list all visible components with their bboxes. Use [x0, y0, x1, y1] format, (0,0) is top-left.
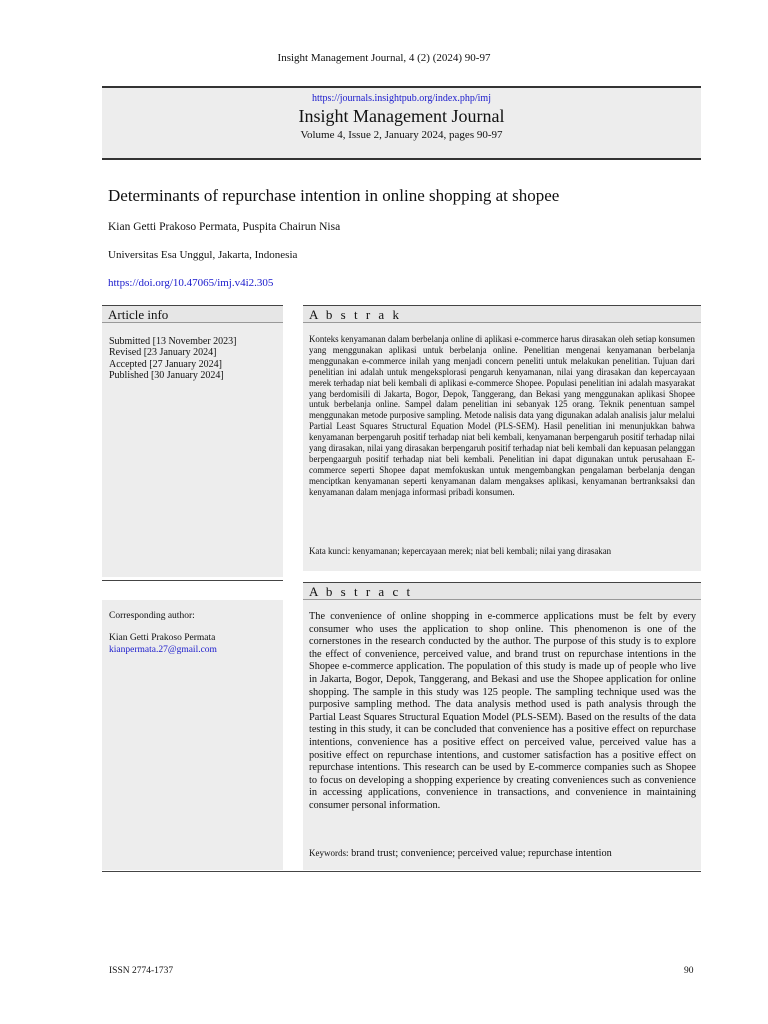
article-dates: [109, 336, 236, 382]
article-info-heading: Article info: [102, 305, 283, 323]
keywords: [309, 848, 696, 859]
author-affiliation: Universitas Esa Unggul, Jakarta, Indonesia: [108, 249, 298, 261]
doi-link[interactable]: https://doi.org/10.47065/imj.v4i2.305: [108, 277, 274, 289]
date-published: Published [30 January 2024]: [109, 370, 224, 382]
kata-kunci: Kata kunci: kenyamanan; kepercayaan merek; niat beli kembali; nilai yang dirasakan: [309, 546, 612, 556]
section-divider: [102, 580, 283, 581]
bottom-rule: [102, 871, 701, 872]
abstract-heading: A b s t r a c t: [303, 582, 701, 600]
abstrak-text: Konteks kenyamanan dalam berbelanja online di aplikasi e-commerce harus dirasakan oleh setiap konsumen yang menggunakan aplikasi untuk berbelanja online. Penelitian mengenai kenyamanan berbelanja menggunakan e-commerce inilah yang menjadi concern peneliti untuk melakukan penelitian. Tujuan dari penelitian ini adalah untuk mengeksplorasi pengaruh kenyamanan, nilai yang dirasakan dan kepercayaan merek terhadap niat beli kembali di aplikasi e-commerce Shopee. Populasi penelitian ini adalah masyarakat yang berdomisili di Jakarta, Bogor, Depok, Tanggerang, dan Bekasi yang menggunakan aplikasi Shopee untuk berbelanja online. Sampel dalam penelitian ini sebanyak 125 orang. Teknik penentuan sampel menggunakan metode purposive sampling. Metode nalisis data yang digunakan adalah analisis jalur melalui Partial Least Squares Structural Equation Model (PLS-SEM). Hasil penelitian ini menunjukkan bahwa kenyamanan berpengaruh positif terhadap niat beli kembali, kenyamanan berpengaruh positif terhadap nilai yang dirasakan, nilai yang dirasakan berpengaruh positif terhadap niat beli kembali dan kepuasan pelanggan berpengaarguh positif terhadap niat beli kembali. Penelitian ini dapat digunakan untuk perusahaan E-commerce seperti Shopee dapat memfokuskan untuk mengembangkan pengalaman berbelanja dengan menciptkan kenyamanan seperti kenyamanan dalam mengakses aplikasi, kenyamanan bertranksaksi dan kenyamanan dalam menjaga informasi pribadi konsumen.: [309, 334, 695, 497]
corresponding-author-name: Kian Getti Prakoso Permata: [109, 633, 216, 643]
corresponding-author-label: Corresponding author:: [109, 611, 195, 621]
date-revised: Revised [23 January 2024]: [109, 347, 217, 359]
footer-issn: ISSN 2774-1737: [109, 966, 174, 976]
article-authors: Kian Getti Prakoso Permata, Puspita Chairun Nisa: [108, 221, 341, 233]
abstrak-heading: A b s t r a k: [303, 305, 701, 323]
article-title: Determinants of repurchase intention in online shopping at shopee: [108, 186, 560, 205]
keywords-label: Keywords:: [309, 848, 349, 858]
journal-url-link[interactable]: https://journals.insightpub.org/index.php/imj: [312, 93, 491, 104]
date-submitted: Submitted [13 November 2023]: [109, 336, 237, 347]
journal-volume: Volume 4, Issue 2, January 2024, pages 90-97: [300, 129, 503, 141]
journal-name: Insight Management Journal: [298, 106, 505, 126]
page-number: 90: [684, 966, 694, 976]
journal-header-box: [102, 86, 701, 160]
keywords-list: brand trust; convenience; perceived value; repurchase intention: [348, 848, 612, 859]
abstract-text: The convenience of online shopping in e-commerce applications must be felt by every consumer who uses the application to shop online. This phenomenon is one of the cornerstones in the research conducted by the author. The purpose of this study is to explore the effect of convenience, perceived value, and brand trust on repurchase intentions in the Shopee e-commerce application. The population of this study is made up of people who live in Jakarta, Bogor, Depok, Tanggerang, and Bekasi and use the Shopee application for online shopping. The sample in this study was 125 people. The sampling technique used was the purposive sampling method. The data analysis method used is path analysis through the Partial Least Squares Structural Equation Model (PLS-SEM). Based on the results of the data testing in this study, it can be concluded that convenience has a positive effect on repurchase intentions, convenience has a positive effect on perceived value, perceived value has a positive effect on repurchase intentions, and customer satisfaction has a positive effect on repurchase intentions. This research can be used by E-commerce companies such as Shopee to focus on developing a shopping experience by creating conveniences such as convenience in accessing applications, convenience in transactions, and convenience in maintaining consumer personal information.: [309, 611, 696, 811]
corresponding-author-email-link[interactable]: kianpermata.27@gmail.com: [109, 645, 217, 655]
running-header: Insight Management Journal, 4 (2) (2024) 90-97: [277, 52, 491, 64]
date-accepted: Accepted [27 January 2024]: [109, 358, 223, 370]
